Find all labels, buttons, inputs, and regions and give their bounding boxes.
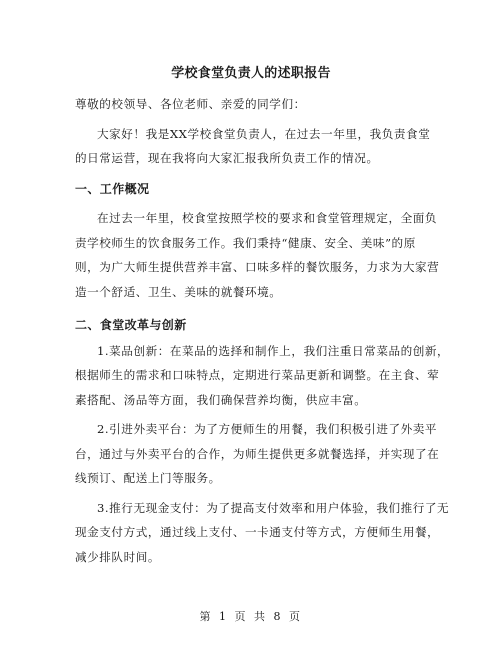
paragraph-line: 责学校师生的饮食服务工作。我们秉持“健康、安全、美味”的原 [75,236,416,250]
paragraph-line: 2.引进外卖平台：为了方便师生的用餐，我们积极引进了外卖平 [97,422,438,436]
page-footer: 第 1 页 共 8 页 [199,610,303,623]
paragraph-line: 根据师生的需求和口味特点，定期进行菜品更新和调整。在主食、荤 [75,368,440,382]
paragraph-line: 1.菜品创新：在菜品的选择和制作上，我们注重日常菜品的创新， [97,344,450,358]
paragraph-line: 3.推行无现金支付：为了提高支付效率和用户体验，我们推行了无 [97,501,450,515]
paragraph-line: 台，通过与外卖平台的合作，为师生提供更多就餐选择，并实现了在 [75,447,440,461]
paragraph-line: 现金支付方式，通过线上支付、一卡通支付等方式，方便师生用餐， [75,525,440,539]
paragraph-line: 则，为广大师生提供营养丰富、口味多样的餐饮服务，力求为大家营 [75,260,440,274]
intro-line: 大家好！我是XX学校食堂负责人，在过去一年里，我负责食堂 [97,127,431,141]
paragraph-line: 素搭配、汤品等方面，我们确保营养均衡，供应丰富。 [75,393,367,407]
paragraph-line: 在过去一年里，校食堂按照学校的要求和食堂管理规定，全面负 [97,211,438,225]
section-heading: 一、工作概况 [75,182,150,196]
page-title: 学校食堂负责人的述职报告 [171,66,331,81]
section-heading: 二、食堂改革与创新 [75,318,187,332]
paragraph-line: 线预订、配送上门等服务。 [75,471,221,485]
paragraph-line: 减少排队时间。 [75,550,161,564]
intro-line: 的日常运营，现在我将向大家汇报我所负责工作的情况。 [75,151,379,165]
paragraph-line: 造一个舒适、卫生、美味的就餐环境。 [75,285,282,299]
salutation: 尊敬的校领导、各位老师、亲爱的同学们： [75,97,306,111]
